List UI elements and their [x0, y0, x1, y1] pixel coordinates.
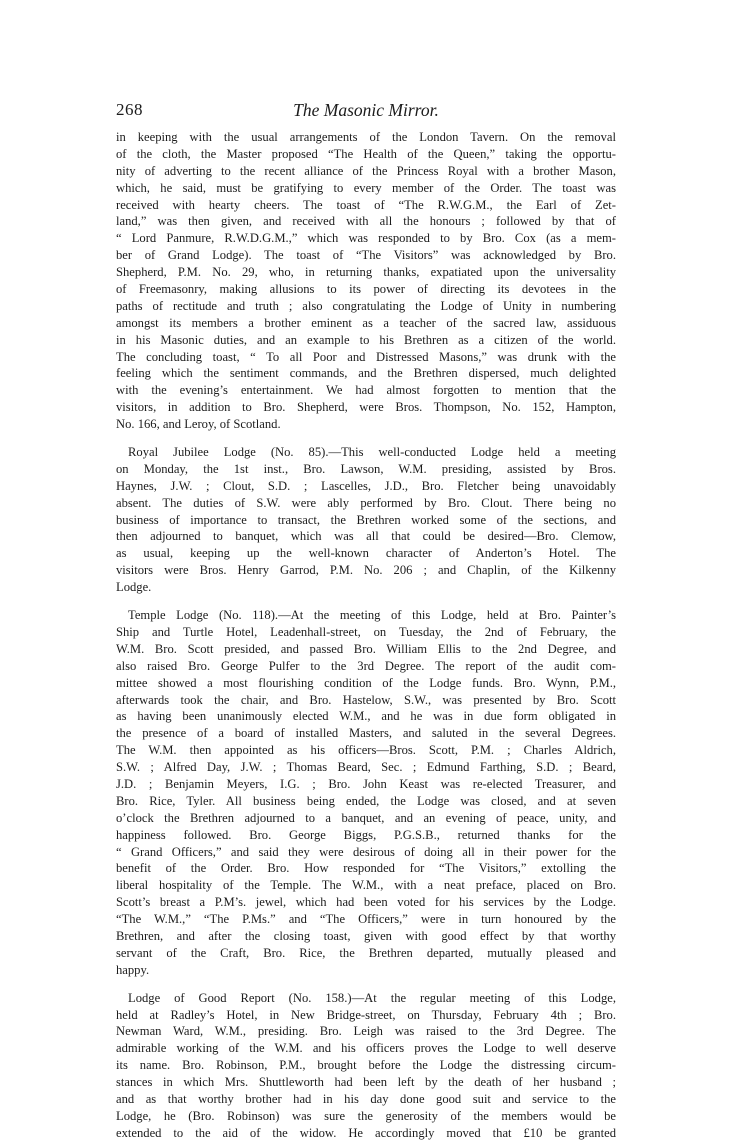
text-line: o’clock the Brethren adjourned to a banquet, and an evening of peace, unity, and	[116, 810, 616, 825]
paragraph-lodge-of-good-report	[116, 990, 616, 1142]
text-line: of Freemasonry, making allusions to its power of directing its devotees in the	[116, 282, 616, 297]
text-line: W.M. Bro. Scott presided, and passed Bro. William Ellis to the 2nd Degree, and	[116, 641, 616, 656]
text-line: Scott’s breast a P.M’s. jewel, which had been voted for his services by the Lodge.	[116, 895, 616, 910]
text-line: as having been unanimously elected W.M., and he was in due form obligated in	[116, 709, 616, 724]
text-line: Lodge of Good Report (No. 158.)—At the regular meeting of this Lodge,	[128, 990, 616, 1005]
text-line: received with hearty cheers. The toast of “The R.W.G.M., the Earl of Zet-	[116, 197, 616, 212]
text-line: S.W. ; Alfred Day, J.W. ; Thomas Beard, Sec. ; Edmund Farthing, S.D. ; Beard,	[116, 760, 616, 775]
text-line: its name. Bro. Robinson, P.M., brought before the Lodge the distressing circum-	[116, 1058, 616, 1073]
text-line: “ Grand Officers,” and said they were desirous of doing all in their power for the	[116, 844, 616, 859]
text-line: stances in which Mrs. Shuttleworth had been left by the death of her husband ;	[116, 1075, 616, 1090]
text-line: admirable working of the W.M. and his officers proves the Lodge to well deserve	[116, 1041, 616, 1056]
text-line: held at Radley’s Hotel, in New Bridge-street, on Thursday, February 4th ; Bro.	[116, 1007, 616, 1022]
paragraph-temple-lodge	[116, 607, 616, 979]
text-line: Lodge.	[116, 580, 152, 595]
text-line: in his Masonic duties, and an example to his Brethren as a citizen of the world.	[116, 332, 616, 347]
text-line: feeling which the sentiment commands, and the Brethren dispersed, much delighted	[116, 366, 616, 381]
text-line: visitors, in addition to Bro. Shepherd, were Bros. Thompson, No. 152, Hampton,	[116, 400, 616, 415]
text-line: Ship and Turtle Hotel, Leadenhall-street, on Tuesday, the 2nd of February, the	[116, 624, 616, 639]
text-line: land,” was then given, and received with all the honours ; followed by that of	[116, 214, 616, 229]
text-line: absent. The duties of S.W. were ably performed by Bro. Clout. There being no	[116, 495, 616, 510]
text-line: No. 166, and Leroy, of Scotland.	[116, 417, 281, 432]
text-line: which, he said, must be gratifying to every member of the Order. The toast was	[116, 180, 616, 195]
page-number: 268	[116, 100, 143, 119]
text-line: extended to the aid of the widow. He accordingly moved that £10 be granted	[116, 1125, 616, 1140]
text-line: Brethren, and after the closing toast, given with good effect by that worthy	[116, 928, 616, 943]
text-line: on Monday, the 1st inst., Bro. Lawson, W.M. presiding, assisted by Bros.	[116, 461, 616, 476]
running-title: The Masonic Mirror.	[293, 100, 439, 120]
text-line: visitors were Bros. Henry Garrod, P.M. No. 206 ; and Chaplin, of the Kilkenny	[116, 563, 616, 578]
text-line: then adjourned to banquet, which was all that could be desired—Bro. Clemow,	[116, 529, 616, 544]
text-line: Bro. Rice, Tyler. All business being ended, the Lodge was closed, and at seven	[116, 793, 616, 808]
text-line: Haynes, J.W. ; Clout, S.D. ; Lascelles, J.D., Bro. Fletcher being unavoidably	[116, 478, 616, 493]
paragraph-royal-jubilee-lodge	[116, 444, 616, 596]
text-line: “ Lord Panmure, R.W.D.G.M.,” which was responded to by Bro. Cox (as a mem-	[116, 231, 616, 246]
page-header	[116, 100, 616, 124]
text-line: afterwards took the chair, and Bro. Hastelow, S.W., was presented by Bro. Scott	[116, 692, 616, 707]
text-line: happy.	[116, 962, 150, 977]
text-line: J.D. ; Benjamin Meyers, I.G. ; Bro. John Keast was re-elected Treasurer, and	[116, 776, 616, 791]
text-line: with the evening’s entertainment. We had almost forgotten to mention that the	[116, 383, 616, 398]
text-line: of the cloth, the Master proposed “The Health of the Queen,” taking the opportu-	[116, 146, 616, 161]
text-line: Newman Ward, W.M., presiding. Bro. Leigh was raised to the 3rd Degree. The	[116, 1024, 616, 1039]
text-line: the presence of a board of installed Masters, and saluted in the several Degrees.	[116, 726, 616, 741]
text-line: and as that worthy brother had in his day done good suit and service to the	[116, 1091, 616, 1106]
text-line: “The W.M.,” “The P.Ms.” and “The Officers,” were in turn honoured by the	[116, 912, 616, 927]
text-line: benefit of the Order. Bro. How responded for “The Visitors,” extolling the	[116, 861, 616, 876]
text-line: Shepherd, P.M. No. 29, who, in returning thanks, expatiated upon the universality	[116, 265, 616, 280]
text-line: paths of rectitude and truth ; also congratulating the Lodge of Unity in numbering	[116, 298, 616, 313]
paragraph-london-tavern	[116, 129, 616, 433]
text-line: servant of the Craft, Bro. Rice, the Brethren departed, mutually pleased and	[116, 945, 616, 960]
text-line: The W.M. then appointed as his officers—Bros. Scott, P.M. ; Charles Aldrich,	[116, 743, 616, 758]
text-line: ber of Grand Lodge). The toast of “The Visitors” was acknowledged by Bro.	[116, 248, 616, 263]
text-line: as usual, keeping up the well-known character of Anderton’s Hotel. The	[116, 546, 616, 561]
text-line: The concluding toast, “ To all Poor and Distressed Masons,” was drunk with the	[116, 349, 616, 364]
text-line: also raised Bro. George Pulfer to the 3rd Degree. The report of the audit com-	[116, 658, 616, 673]
text-line: amongst its members a brother eminent as a teacher of the sacred law, assiduous	[116, 315, 616, 330]
text-line: in keeping with the usual arrangements of the London Tavern. On the removal	[116, 130, 616, 144]
text-line: Royal Jubilee Lodge (No. 85).—This well-conducted Lodge held a meeting	[128, 445, 616, 460]
text-line: nity of adverting to the recent alliance of the Princess Royal with a brother Mason,	[116, 163, 616, 178]
text-line: Temple Lodge (No. 118).—At the meeting of this Lodge, held at Bro. Painter’s	[128, 608, 616, 623]
body-text	[116, 129, 616, 1142]
text-line: happiness followed. Bro. George Biggs, P.G.S.B., returned thanks for the	[116, 827, 616, 842]
text-line: mittee showed a most flourishing condition of the Lodge funds. Bro. Wynn, P.M.,	[116, 675, 616, 690]
text-line: liberal hospitality of the Temple. The W.M., with a neat preface, placed on Bro.	[116, 878, 616, 893]
text-line: business of importance to transact, the Brethren worked some of the sections, and	[116, 512, 616, 527]
text-line: Lodge, he (Bro. Robinson) was sure the generosity of the members would be	[116, 1108, 616, 1123]
